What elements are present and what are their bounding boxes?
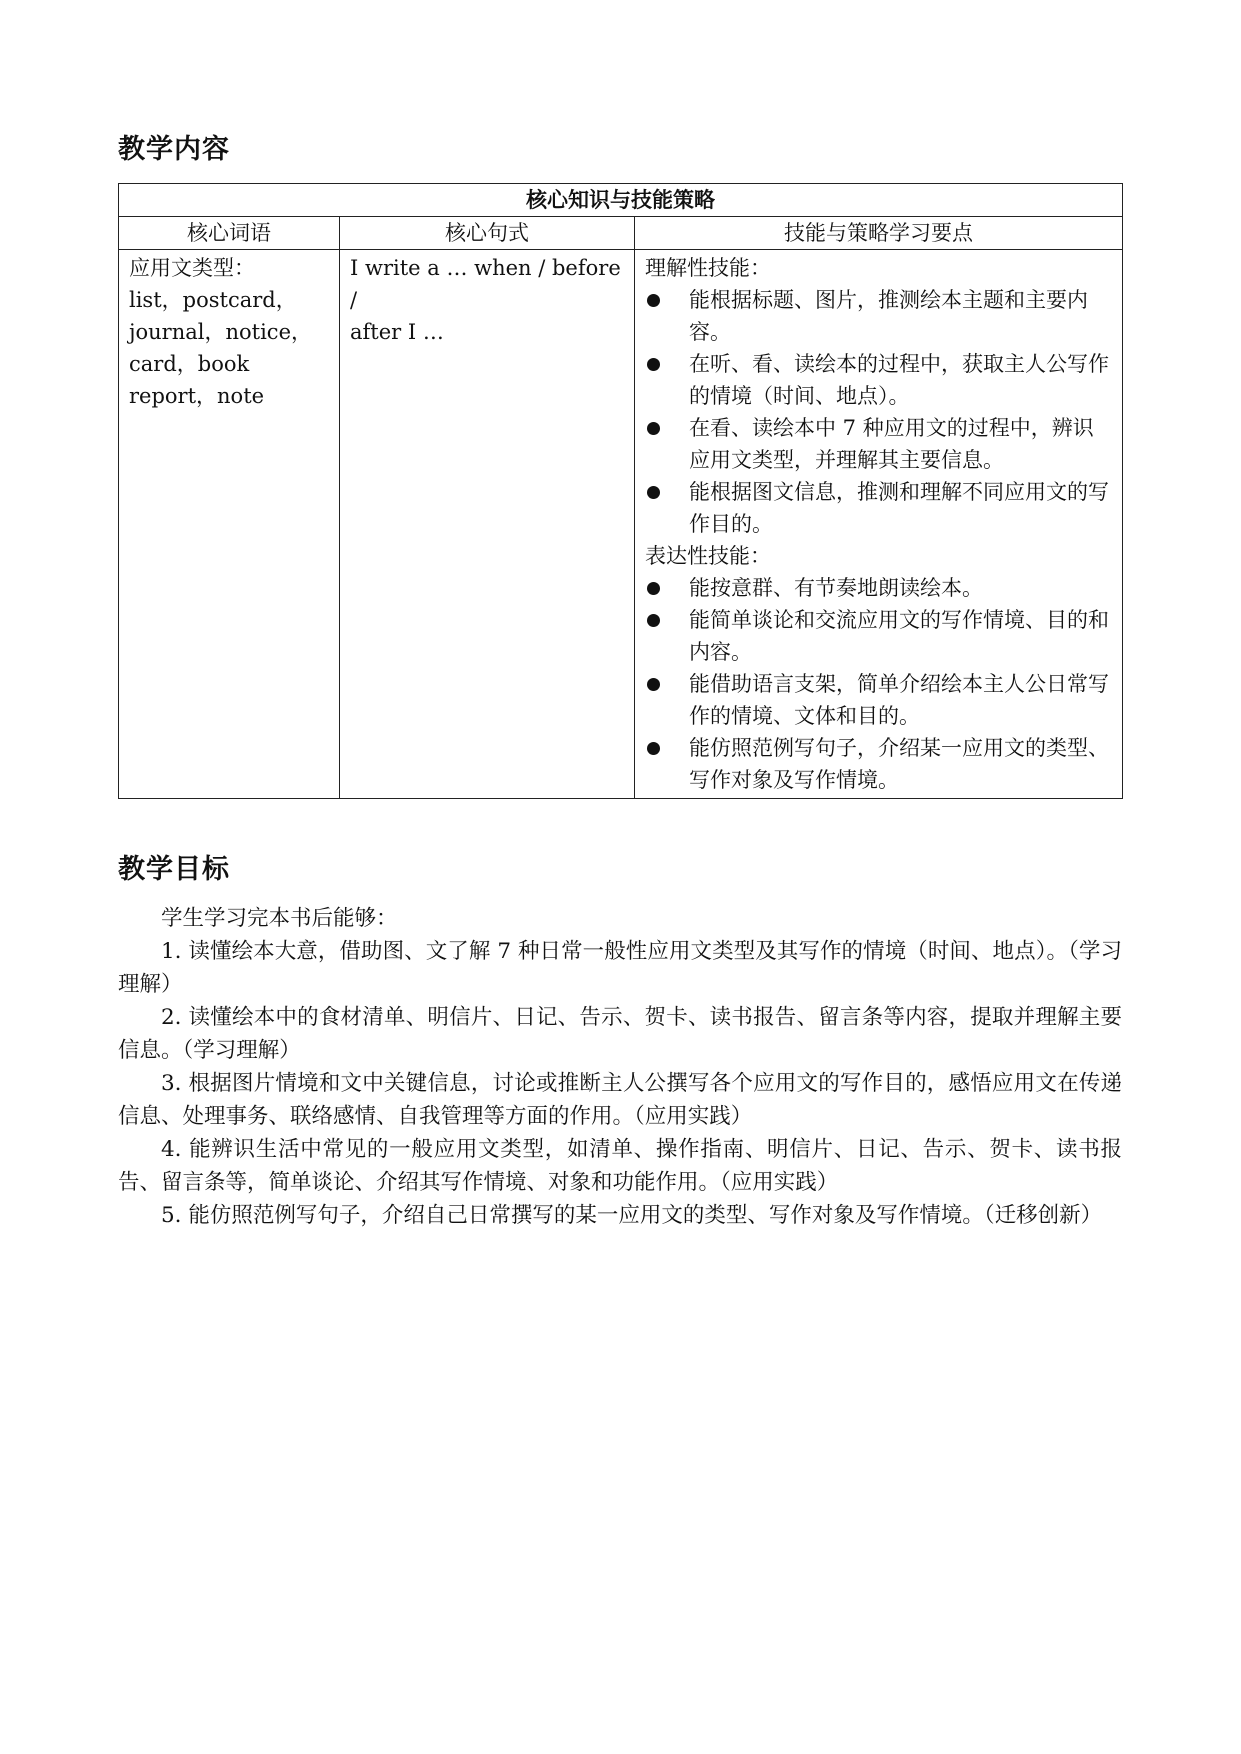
skill-text: 能借助语言支架，简单介绍绘本主人公日常写作的情境、文体和目的。 [689,672,1109,728]
comprehension-skills-heading: 理解性技能： [645,256,771,280]
bullet-icon [647,614,660,627]
vocab-line: 应用文类型： [129,256,255,280]
vocab-line: report，note [129,384,265,408]
list-item [645,412,1112,476]
goal-item: 2. 读懂绘本中的食材清单、明信片、日记、告示、贺卡、读书报告、留言条等内容，提取并理解主要信息。（学习理解） [118,1005,1122,1063]
goals-intro: 学生学习完本书后能够： [161,906,398,931]
column-header-vocab: 核心词语 [119,217,340,250]
sentence-line: after I … [350,320,444,344]
list-item [645,732,1112,796]
skill-text: 能根据图文信息，推测和理解不同应用文的写作目的。 [689,480,1109,536]
bullet-icon [647,294,660,307]
vocab-line: card，book [129,352,250,376]
list-item [645,668,1112,732]
goal-item: 1. 读懂绘本大意，借助图、文了解 7 种日常一般性应用文类型及其写作的情境（时间、地点）。（学习理解） [118,939,1122,997]
list-item [645,284,1112,348]
skill-text: 在看、读绘本中 7 种应用文的过程中，辨识应用文类型，并理解其主要信息。 [689,416,1094,472]
teaching-goals-heading: 教学目标 [118,854,230,885]
list-item [645,604,1112,668]
comprehension-skills-list [645,284,1112,540]
vocab-line: list，postcard， [129,288,297,312]
skill-text: 在听、看、读绘本的过程中，获取主人公写作的情境（时间、地点）。 [689,352,1109,408]
expression-skills-heading: 表达性技能： [645,544,771,568]
skill-text: 能简单谈论和交流应用文的写作情境、目的和内容。 [689,608,1109,664]
skill-text: 能仿照范例写句子，介绍某一应用文的类型、写作对象及写作情境。 [689,736,1109,792]
column-header-skills: 技能与策略学习要点 [635,217,1123,250]
sentence-line: I write a … when / before / [350,256,621,312]
bullet-icon [647,358,660,371]
goal-item: 5. 能仿照范例写句子，介绍自己日常撰写的某一应用文的类型、写作对象及写作情境。（迁移创新） [161,1203,1103,1228]
bullet-icon [647,582,660,595]
table-title: 核心知识与技能策略 [119,184,1123,217]
skill-text: 能按意群、有节奏地朗读绘本。 [689,576,983,600]
expression-skills-list [645,572,1112,796]
list-item [645,348,1112,412]
goal-item: 4. 能辨识生活中常见的一般应用文类型，如清单、操作指南、明信片、日记、告示、贺卡、读书报告、留言条等，简单谈论、介绍其写作情境、对象和功能作用。（应用实践） [118,1137,1122,1195]
list-item [645,572,1112,604]
vocab-cell [119,250,340,799]
teaching-content-heading: 教学内容 [118,134,230,165]
sentence-cell [340,250,635,799]
goal-item: 3. 根据图片情境和文中关键信息，讨论或推断主人公撰写各个应用文的写作目的，感悟应用文在传递信息、处理事务、联络感情、自我管理等方面的作用。（应用实践） [118,1071,1122,1129]
core-knowledge-table [118,183,1123,799]
list-item [645,476,1112,540]
teaching-goals-body [118,902,1122,1232]
vocab-line: journal，notice， [129,320,312,344]
column-header-sentence: 核心句式 [340,217,635,250]
bullet-icon [647,422,660,435]
skills-cell [635,250,1123,799]
skill-text: 能根据标题、图片，推测绘本主题和主要内容。 [689,288,1088,344]
bullet-icon [647,678,660,691]
bullet-icon [647,486,660,499]
bullet-icon [647,742,660,755]
